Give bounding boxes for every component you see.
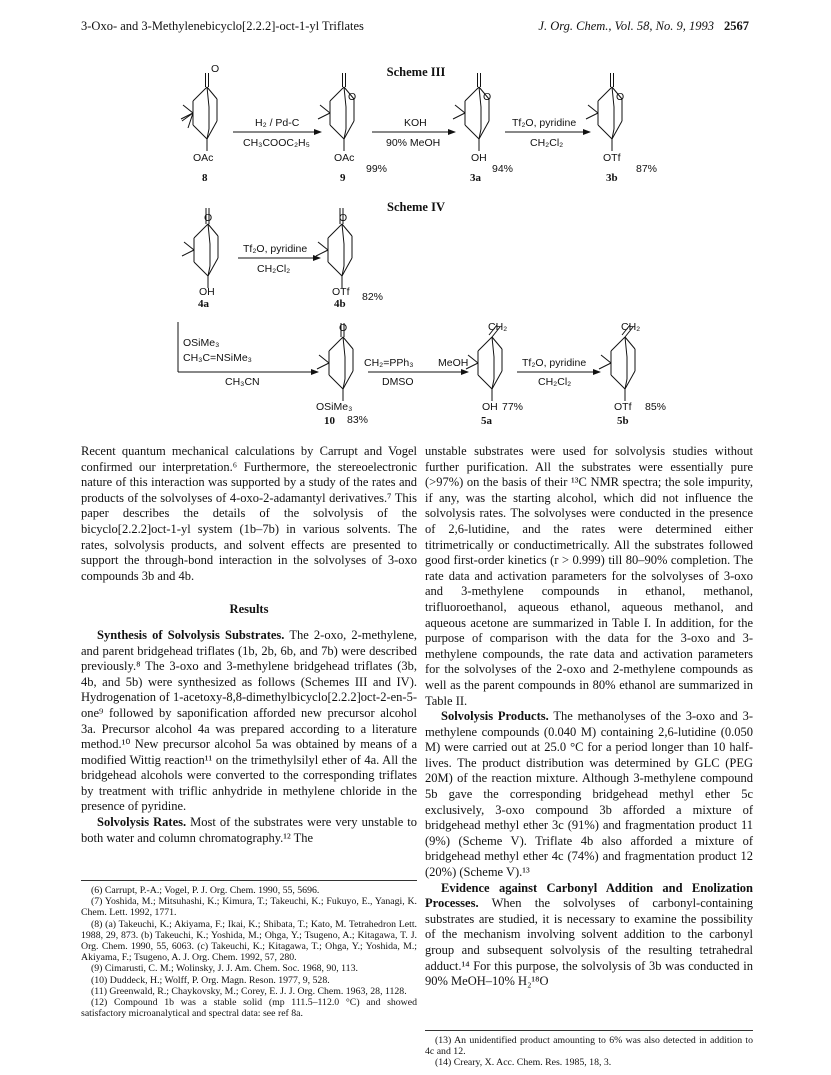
s3-step1-reagent-top: H₂ / Pd-C	[255, 117, 300, 129]
s3-step3-reagent-bottom: CH₂Cl₂	[530, 137, 564, 149]
compound-4a-structure	[182, 224, 218, 288]
compound-4b-structure	[316, 224, 352, 288]
left-column	[81, 444, 417, 846]
products-paragraph	[425, 709, 753, 881]
cmpd4b-yield: 82%	[362, 291, 384, 303]
cmpd9-oxo-label: O	[348, 91, 357, 103]
cmpd8-label: 8	[202, 172, 208, 184]
footnote-10: (10) Duddeck, H.; Wolff, P. Org. Magn. Reson. 1977, 9, 528.	[91, 974, 330, 986]
cmpd9-yield: 99%	[366, 163, 388, 175]
cmpd4a-label: 4a	[198, 298, 209, 310]
cmpd8-substituent: OAc	[193, 152, 214, 164]
cmpd5a-methylene: CH₂	[488, 321, 508, 333]
cmpd10-oxo-label: O	[339, 322, 348, 334]
footnote-12: (12) Compound 1b was a stable solid (mp 111.5–112.0 °C) and showed satisfactory microanalytical and spectral data: see ref 8a.	[81, 997, 417, 1020]
cmpd5b-methylene: CH₂	[621, 321, 641, 333]
page-number: 2567	[724, 19, 749, 33]
footnote-6: (6) Carrupt, P.-A.; Vogel, P. J. Org. Chem. 1990, 55, 5696.	[91, 885, 320, 896]
cmpd3a-oxo-label: O	[483, 91, 492, 103]
cmpd3a-yield: 94%	[492, 163, 514, 175]
compound-8-structure	[181, 73, 217, 151]
methanol-workup: MeOH	[438, 357, 469, 369]
rates-continued-paragraph: unstable substrates were used for solvolysis studies without further purification. All the substrates were essentially pure (>97%) on the basis of their ¹³C NMR spectra; the sole impurity, if any, was the starting alcohol, which did not influence the solvolysis rates. The solvolyses were conducted in the presence of 2,6-lutidine, and the rates were determined either titrimetrically or conductimetrically. All the substrates followed good first-order kinetics (r > 0.999) till 80–90% completion. The rate data and activation parameters for the solvolyses of 3-oxo and 3-methylene compounds in ethanol, methanol, trifluoroethanol, aqueous ethanol, aqueous methanol, and aqueous acetone are summarized in Table I. In addition, for the purpose of comparison with the data for the 3-oxo and 3-methylene compounds, the rate data and activation parameters for the solvolyses of the 2-oxo and 2-methylene compounds as well as the parent compounds in 80% ethanol are summarized in Table II.	[425, 444, 753, 708]
s3-step3-reagent-top: Tf₂O, pyridine	[512, 117, 577, 129]
cmpd10-label: 10	[324, 415, 335, 427]
cmpd5a-substituent: OH	[482, 401, 498, 413]
evidence-runhead: Evidence against Carbonyl Addition and Enolization Processes.	[425, 880, 753, 911]
footnotes-left	[81, 880, 417, 1019]
cmpd9-substituent: OAc	[334, 152, 355, 164]
cmpd3b-oxo-label: O	[616, 91, 625, 103]
footnote-13: (13) An unidentified product amounting to 6% was also detected in addition to 4c and 12.	[425, 1035, 753, 1058]
footnote-9: (9) Cimarusti, C. M.; Wolinsky, J. J. Am. Chem. Soc. 1968, 90, 113.	[91, 963, 358, 975]
intro-paragraph: Recent quantum mechanical calculations by Carrupt and Vogel confirmed our interpretation.⁶ Furthermore, the stereoelectronic nature of this interaction was supported by a study of the rates and products of the solvolyses of 4-oxo-2-adamantyl derivatives.⁷ This paper describes the details of the solvolysis of the bicyclo[2.2.2]oct-1-yl system (1b–7b) in various solvents. The rates, solvolysis products, and solvent effects are presented to support the through-bond interaction in the solvolyses of 3-oxo compounds 3b and 4b.	[81, 444, 417, 583]
scheme-iii-title: Scheme III	[386, 65, 446, 79]
evidence-text: When the solvolyses of carbonyl-containing substrates are studied, it is necessary to examine the possibility of the mechanism involving solvent addition to the carbonyl group and subsequent solvolysis of the resulting tetrahedral adduct.¹⁴ For this purpose, the solvolysis of 3b was conducted in 90% MeOH–10% H₂¹⁸O	[425, 896, 753, 989]
footnote-11: (11) Greenwald, R.; Chaykovsky, M.; Corey, E. J. J. Org. Chem. 1963, 28, 1128.	[91, 985, 407, 997]
cmpd3a-substituent: OH	[471, 152, 487, 164]
rates-paragraph	[81, 815, 417, 846]
cmpd5a-yield: 77%	[502, 401, 524, 413]
cmpd10-substituent: OSiMe₃	[316, 401, 353, 413]
compound-10-structure	[317, 337, 353, 401]
cmpd4b-substituent: OTf	[332, 286, 350, 298]
cmpd4a-substituent: OH	[199, 286, 215, 298]
cmpd4b-oxo-label: O	[339, 212, 348, 224]
s4-rxn1-reagent-top: Tf₂O, pyridine	[243, 243, 308, 255]
rates-text: Most of the substrates were very unstable to both water and column chromatography.¹² The	[81, 815, 418, 845]
right-column	[425, 444, 753, 990]
results-heading: Results	[229, 602, 269, 617]
footnote-8: (8) (a) Takeuchi, K.; Akiyama, F.; Ikai, K.; Shibata, T.; Kato, M. Tetrahedron Lett. 1988, 29, 873. (b) Takeuchi, K.; Yoshida, M.; Ohga, Y.; Tsugeno, A.; Kitagawa, T. J. Org. Chem. 1990, 55, 6063. (c) Takeuchi, K.; Kitagawa, T.; Ohga, Y.; Yoshida, M.; Akiyama, F.; Tsugeno, A. J. Org. Chem. 1992, 57, 280.	[81, 918, 417, 964]
cmpd3b-substituent: OTf	[603, 152, 621, 164]
compound-5b-structure	[599, 337, 635, 401]
synthesis-paragraph	[81, 628, 417, 815]
silyl-reagent-line2: CH₃C=NSiMe₃	[183, 352, 252, 364]
cmpd5b-yield: 85%	[645, 401, 667, 413]
cmpd10-yield: 83%	[347, 414, 369, 426]
s3-step2-reagent-bottom: 90% MeOH	[386, 137, 441, 149]
rates-runhead: Solvolysis Rates.	[97, 815, 187, 830]
cmpd4b-label: 4b	[334, 298, 346, 310]
synthesis-text: The 2-oxo, 2-methylene, and parent bridgehead triflates (1b, 2b, 6b, and 7b) were described previously.⁸ The 3-oxo and 3-methylene bridgehead triflates (3b, 4b, and 5b) were synthesized as follows (Schemes III and IV). Hydrogenation of 1-acetoxy-8,8-dimethylbicyclo[2.2.2]oct-2-en-5-one⁹ followed by saponification afforded new precursor alcohol 3a. Precursor alcohol 4a was prepared according to a literature method.¹⁰ New precursor alcohol 5a was obtained by means of a modified Wittig reaction¹¹ on the trimethylsilyl ether of 4a. All the bridgehead alcohols were converted to the corresponding triflates by treatment with triflic anhydride in methylene chloride in the presence of pyridine.	[81, 627, 417, 814]
footnote-7: (7) Yoshida, M.; Mitsuhashi, K.; Kimura, T.; Takeuchi, K.; Fukuyo, E., Yanagi, K. Chem. Lett. 1992, 1771.	[81, 896, 417, 919]
s3-step2-reagent-top: KOH	[404, 117, 427, 129]
cmpd4a-oxo-label: O	[204, 212, 213, 224]
compound-5a-structure	[466, 337, 502, 401]
scheme-iv-title: Scheme IV	[387, 200, 445, 214]
s3-step1-reagent-bottom: CH₃COOC₂H₅	[243, 137, 310, 149]
cmpd5b-substituent: OTf	[614, 401, 632, 413]
cmpd9-label: 9	[340, 172, 346, 184]
footnote-14: (14) Creary, X. Acc. Chem. Res. 1985, 18, 3.	[435, 1057, 612, 1069]
silyl-solvent: CH₃CN	[225, 376, 260, 388]
silyl-reagent-line1: OSiMe₃	[183, 337, 220, 349]
cmpd3b-yield: 87%	[636, 163, 658, 175]
running-title: 3-Oxo- and 3-Methylenebicyclo[2.2.2]-oct-1-yl Triflates	[81, 19, 364, 33]
cmpd5a-label: 5a	[481, 415, 492, 427]
cmpd3a-label: 3a	[470, 172, 481, 184]
journal-name: J. Org. Chem., Vol. 58, No. 9, 1993	[538, 19, 714, 33]
wittig-solvent: DMSO	[382, 376, 414, 388]
products-text: The methanolyses of the 3-oxo and 3-methylene compounds (0.040 M) containing 2,6-lutidine (0.050 M) were carried out at 25.0 °C for a period longer than 10 half-lives. The product distribution was determined by GLC (PEG 20M) of the reaction mixture. Although 3-methylene compound 5b gave the corresponding bridgehead methyl ether 5c exclusively, 3-oxo compound 3b afforded a mixture of bridgehead methyl ether 3c (91%) and fragmentation product 11 (9%) (Scheme V). Triflate 4b also afforded a mixture of bridgehead methyl ether 4c (74%) and fragmentation product 12 (20%) (Scheme V).¹³	[425, 709, 753, 880]
synthesis-runhead: Synthesis of Solvolysis Substrates.	[97, 627, 285, 642]
s4-tf-reagent-top: Tf₂O, pyridine	[522, 357, 587, 369]
products-runhead: Solvolysis Products.	[441, 709, 549, 724]
cmpd8-oxo-label: O	[211, 63, 220, 75]
s4-tf-reagent-bottom: CH₂Cl₂	[538, 376, 572, 388]
evidence-paragraph	[425, 881, 753, 990]
cmpd5b-label: 5b	[617, 415, 629, 427]
cmpd3b-label: 3b	[606, 172, 618, 184]
footnotes-right	[425, 1030, 753, 1069]
s4-rxn1-reagent-bottom: CH₂Cl₂	[257, 263, 291, 275]
wittig-reagent: CH₂=PPh₃	[364, 357, 414, 369]
reaction-schemes	[0, 0, 831, 440]
